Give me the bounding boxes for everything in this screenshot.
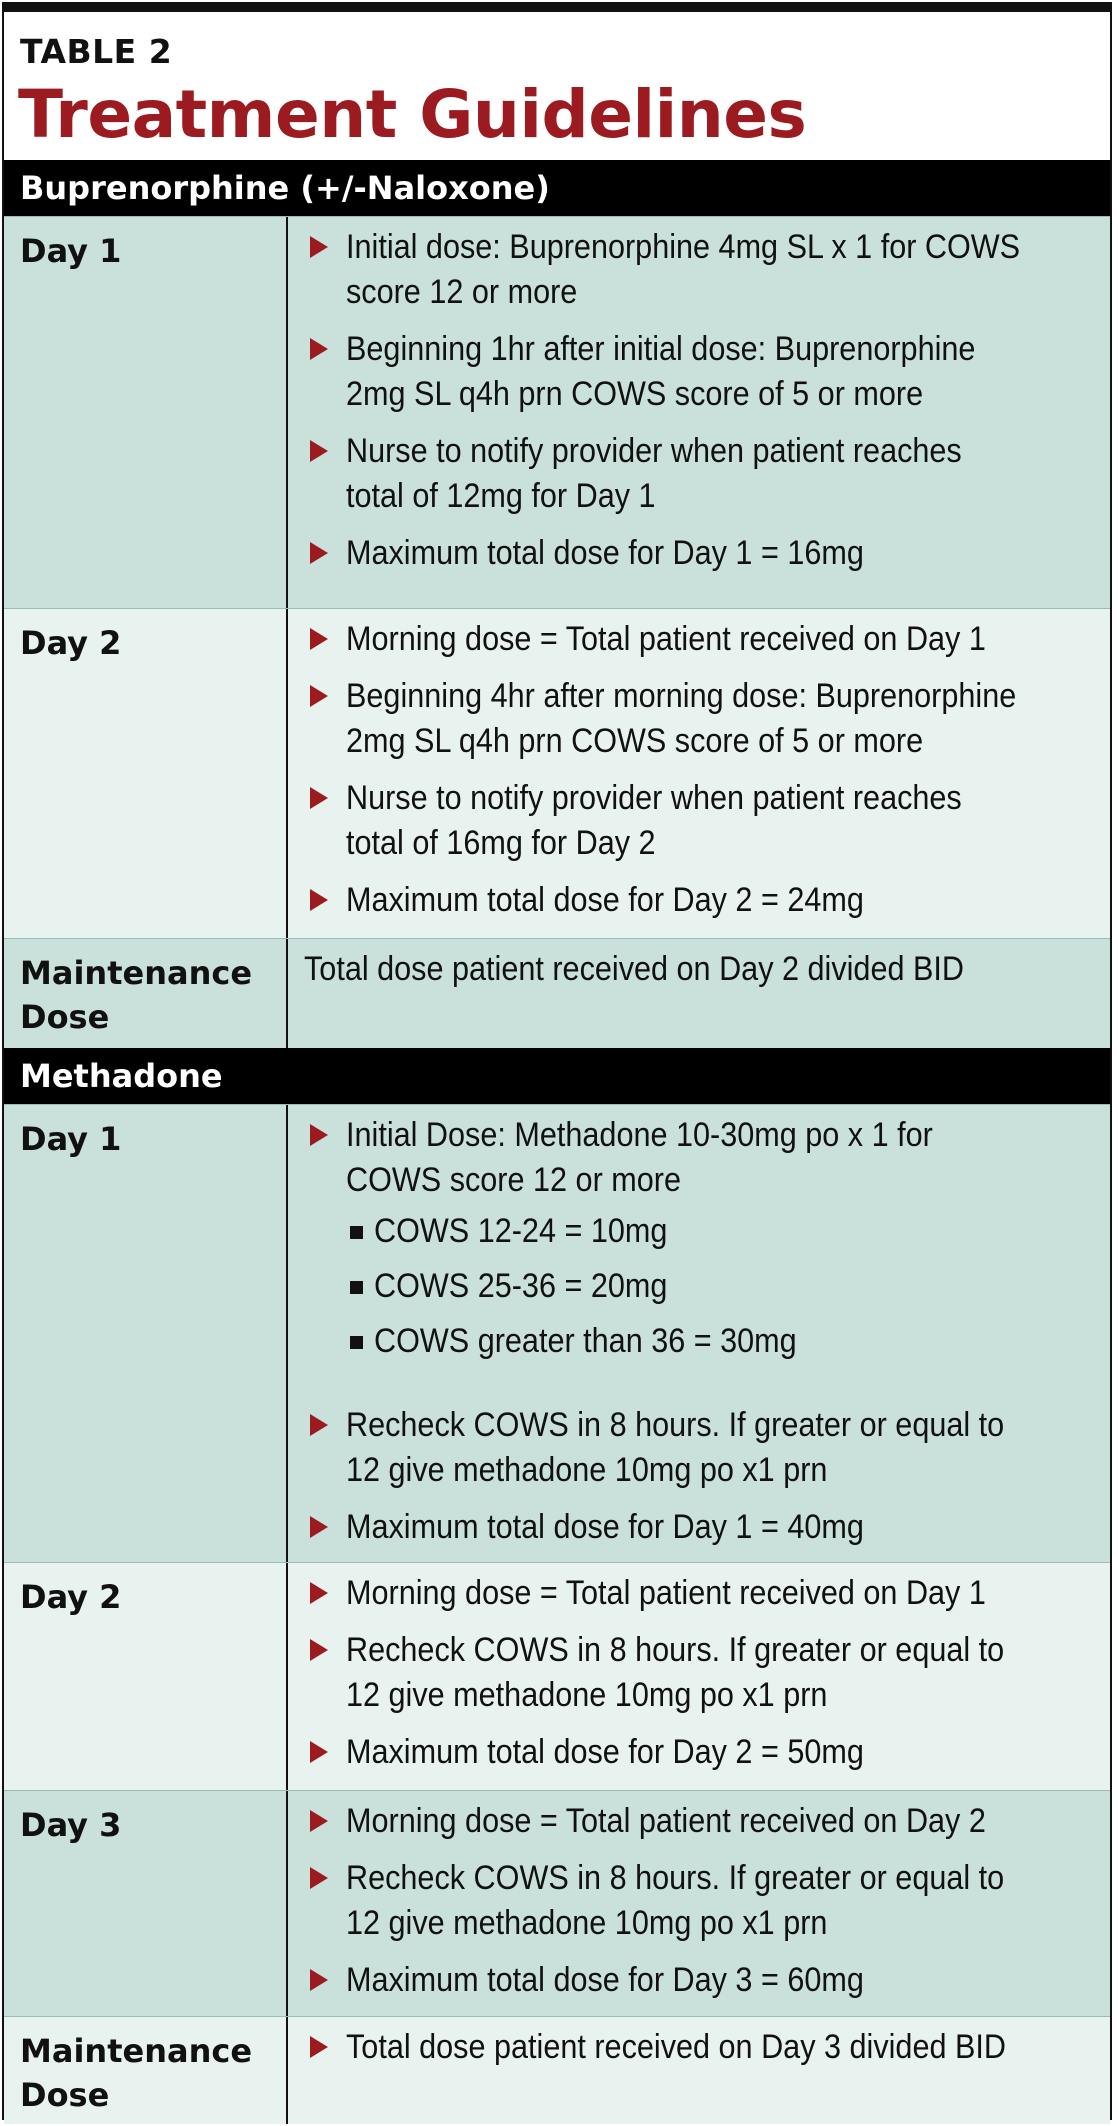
sub-list-item: COWS 25-36 = 20mg <box>346 1264 1094 1309</box>
list-item <box>304 1856 1094 1946</box>
triangle-bullet-icon <box>310 236 328 258</box>
item-line: Beginning 1hr after initial dose: Buprenorphine <box>346 330 976 368</box>
list-item <box>304 1799 1094 1844</box>
column-divider <box>286 1791 288 2016</box>
meth-day3-row <box>4 1790 1110 2016</box>
item-line: Recheck COWS in 8 hours. If greater or equal to <box>346 1859 1005 1897</box>
triangle-bullet-icon <box>310 2036 328 2058</box>
list-item <box>304 1628 1094 1718</box>
item-line: COWS score 12 or more <box>346 1161 681 1199</box>
list-item <box>304 776 1094 866</box>
triangle-bullet-icon <box>310 542 328 564</box>
list-item <box>304 1505 1094 1550</box>
bup-day1-row <box>4 216 1110 608</box>
list-item <box>304 1958 1094 2003</box>
triangle-bullet-icon <box>310 685 328 707</box>
list-item <box>304 429 1094 519</box>
triangle-bullet-icon <box>310 1124 328 1146</box>
item-line: total of 16mg for Day 2 <box>346 824 656 862</box>
list-item <box>304 225 1094 315</box>
triangle-bullet-icon <box>310 1810 328 1832</box>
triangle-bullet-icon <box>310 1969 328 1991</box>
table-label: TABLE 2 <box>20 32 173 71</box>
list-item <box>304 1730 1094 1775</box>
page-title: Treatment Guidelines <box>18 76 807 153</box>
triangle-bullet-icon <box>310 1582 328 1604</box>
item-line: Maximum total dose for Day 1 = 40mg <box>346 1508 864 1546</box>
sub-list-item: COWS 12-24 = 10mg <box>346 1209 1094 1254</box>
section-header-methadone: Methadone <box>4 1048 1110 1104</box>
column-divider <box>286 609 288 938</box>
triangle-bullet-icon <box>310 889 328 911</box>
section-header-buprenorphine: Buprenorphine (+/-Naloxone) <box>4 160 1110 216</box>
list-item <box>304 1403 1094 1493</box>
row-label-line: Maintenance <box>20 2032 253 2070</box>
item-line: 12 give methadone 10mg po x1 prn <box>346 1451 828 1489</box>
item-line: Maximum total dose for Day 2 = 50mg <box>346 1733 864 1771</box>
item-line: score 12 or more <box>346 273 578 311</box>
item-line: Maximum total dose for Day 2 = 24mg <box>346 881 864 919</box>
list-item <box>304 1571 1094 1616</box>
item-line: Recheck COWS in 8 hours. If greater or equal to <box>346 1406 1005 1444</box>
triangle-bullet-icon <box>310 1516 328 1538</box>
list-item <box>304 1113 1094 1364</box>
triangle-bullet-icon <box>310 440 328 462</box>
maintenance-text: Total dose patient received on Day 2 divided BID <box>304 950 964 988</box>
item-list <box>304 1403 1094 1562</box>
item-line: Morning dose = Total patient received on Day 2 <box>346 1802 986 1840</box>
meth-day1-row <box>4 1104 1110 1562</box>
treatment-table <box>2 2 1112 2120</box>
list-item <box>304 531 1094 576</box>
row-label-line: Maintenance <box>20 954 253 992</box>
item-line: Initial Dose: Methadone 10-30mg po x 1 for <box>346 1116 933 1154</box>
item-line: 12 give methadone 10mg po x1 prn <box>346 1676 828 1714</box>
item-line: total of 12mg for Day 1 <box>346 477 656 515</box>
item-line: Beginning 4hr after morning dose: Buprenorphine <box>346 677 1017 715</box>
column-divider <box>286 939 288 1048</box>
triangle-bullet-icon <box>310 1867 328 1889</box>
item-line: Morning dose = Total patient received on Day 1 <box>346 1574 986 1612</box>
bup-day2-row <box>4 608 1110 938</box>
list-item <box>304 878 1094 923</box>
row-label-line: Dose <box>20 998 110 1036</box>
item-list <box>304 1571 1094 1787</box>
list-item <box>304 674 1094 764</box>
item-list <box>304 1799 1094 2015</box>
item-line: Morning dose = Total patient received on Day 1 <box>346 620 986 658</box>
column-divider <box>286 2017 288 2124</box>
item-list <box>304 617 1094 935</box>
square-bullet-icon <box>350 1226 363 1239</box>
triangle-bullet-icon <box>310 1741 328 1763</box>
row-label: Day 3 <box>20 1806 122 1844</box>
row-label: Day 1 <box>20 1120 122 1158</box>
triangle-bullet-icon <box>310 1414 328 1436</box>
item-line: Maximum total dose for Day 3 = 60mg <box>346 1961 864 1999</box>
column-divider <box>286 1105 288 1562</box>
item-list <box>304 1113 1094 1376</box>
item-list <box>304 2025 1094 2082</box>
list-item: Total dose patient received on Day 3 divided BID <box>304 2025 1094 2070</box>
triangle-bullet-icon <box>310 787 328 809</box>
row-label: Day 2 <box>20 624 122 662</box>
triangle-bullet-icon <box>310 1639 328 1661</box>
triangle-bullet-icon <box>310 338 328 360</box>
meth-day2-row <box>4 1562 1110 1790</box>
square-bullet-icon <box>350 1281 363 1294</box>
square-bullet-icon <box>350 1336 363 1349</box>
column-divider <box>286 217 288 608</box>
row-label: Day 1 <box>20 232 122 270</box>
row-label-line: Dose <box>20 2076 110 2114</box>
item-line: 12 give methadone 10mg po x1 prn <box>346 1904 828 1942</box>
row-label <box>20 2029 260 2117</box>
item-line: 2mg SL q4h prn COWS score of 5 or more <box>346 375 924 413</box>
triangle-bullet-icon <box>310 628 328 650</box>
meth-maintenance-row <box>4 2016 1110 2124</box>
row-label <box>20 951 260 1039</box>
item-line: Nurse to notify provider when patient reaches <box>346 432 962 470</box>
column-divider <box>286 1563 288 1790</box>
list-item <box>304 617 1094 662</box>
bup-maintenance-row <box>4 938 1110 1048</box>
item-line: Recheck COWS in 8 hours. If greater or equal to <box>346 1631 1005 1669</box>
item-line: Maximum total dose for Day 1 = 16mg <box>346 534 864 572</box>
list-item <box>304 327 1094 417</box>
item-list <box>304 225 1094 588</box>
sub-list-item: COWS greater than 36 = 30mg <box>346 1319 1094 1364</box>
item-line: Initial dose: Buprenorphine 4mg SL x 1 for COWS <box>346 228 1021 266</box>
item-line: 2mg SL q4h prn COWS score of 5 or more <box>346 722 924 760</box>
item-line: Nurse to notify provider when patient reaches <box>346 779 962 817</box>
row-label: Day 2 <box>20 1578 122 1616</box>
sub-list <box>346 1209 1094 1364</box>
